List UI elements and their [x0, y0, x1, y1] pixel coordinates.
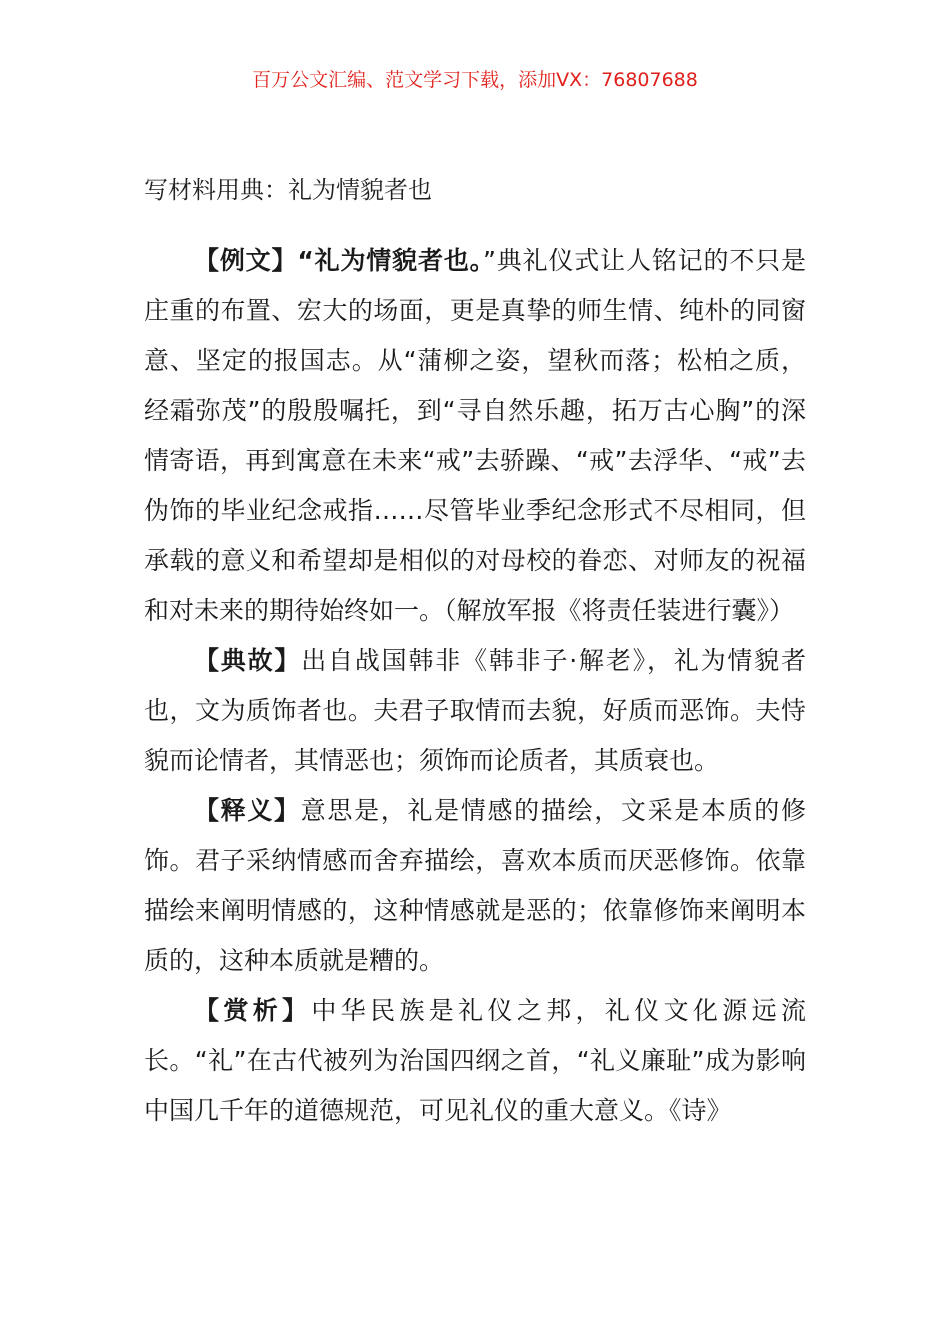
meaning-paragraph [144, 786, 806, 986]
appreciation-label: 【赏析】 [194, 996, 312, 1025]
example-paragraph [144, 236, 806, 636]
allusion-paragraph [144, 636, 806, 786]
allusion-label: 【典故】 [194, 646, 302, 675]
document-body [144, 236, 806, 1136]
appreciation-paragraph [144, 986, 806, 1136]
document-title: 写材料用典：礼为情貌者也 [144, 176, 432, 204]
watermark-header: 百万公文汇编、范文学习下载，添加VX：76807688 [252, 69, 698, 91]
example-text: ”典礼仪式让人铭记的不只是庄重的布置、宏大的场面，更是真挚的师生情、纯朴的同窗意、坚定的报国志。从“蒲柳之姿，望秋而落；松柏之质，经霜弥茂”的殷殷嘱托，到“寻自然乐趣，拓万古心胸”的深情寄语，再到寓意在未来“戒”去骄躁、“戒”去浮华、“戒”去伪饰的毕业纪念戒指……尽管毕业季纪念形式不尽相同，但承载的意义和希望却是相似的对母校的眷恋、对师友的祝福和对未来的期待始终如一。（解放军报《将责任装进行囊》） [144, 246, 806, 625]
allusion-text: 出自战国韩非《韩非子·解老》，礼为情貌者也，文为质饰者也。夫君子取情而去貌，好质而恶饰。夫恃貌而论情者，其情恶也；须饰而论质者，其质衰也。 [144, 646, 806, 775]
example-label: 【例文】 [194, 246, 298, 275]
appreciation-text: 中华民族是礼仪之邦，礼仪文化源远流长。“礼”在古代被列为治国四纲之首，“礼义廉耻”成为影响中国几千年的道德规范，可见礼仪的重大意义。《诗》 [144, 996, 806, 1125]
meaning-text: 意思是，礼是情感的描绘，文采是本质的修饰。君子采纳情感而舍弃描绘，喜欢本质而厌恶修饰。依靠描绘来阐明情感的，这种情感就是恶的；依靠修饰来阐明本质的，这种本质就是糟的。 [144, 796, 806, 975]
meaning-label: 【释义】 [194, 796, 301, 825]
example-quote: “礼为情貌者也。 [297, 246, 483, 275]
